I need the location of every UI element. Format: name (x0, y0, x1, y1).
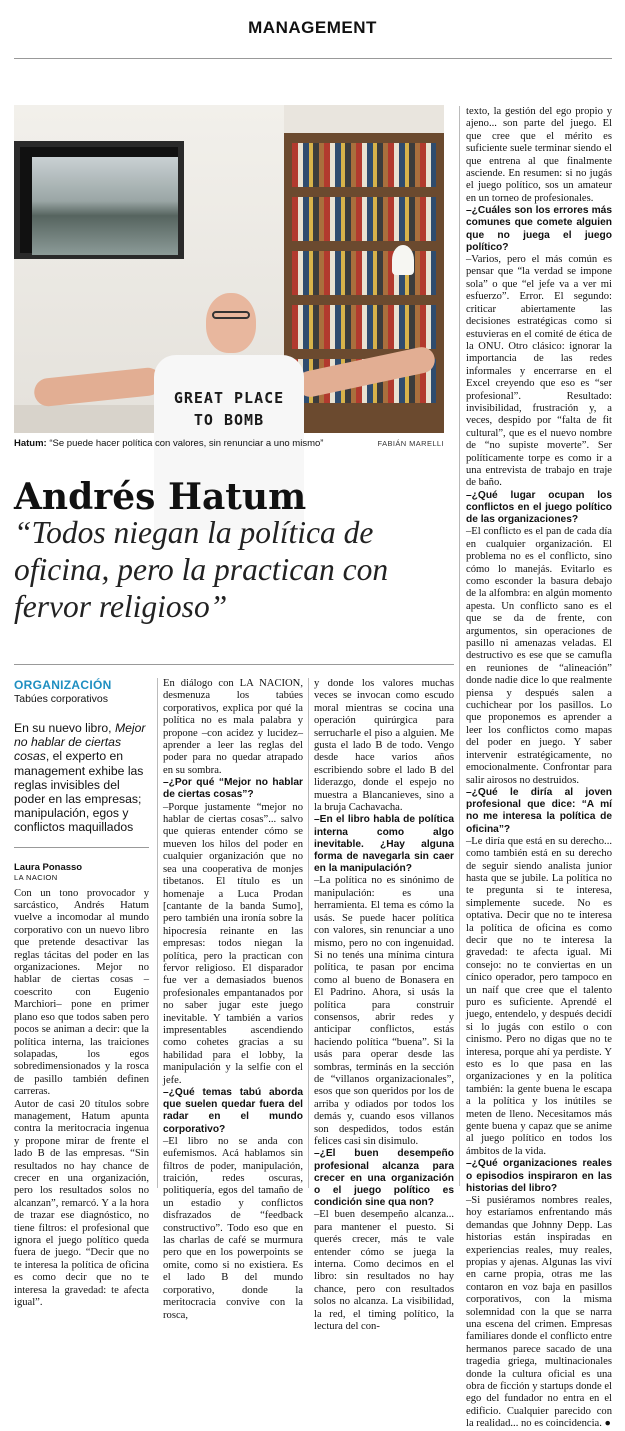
article-photo (14, 105, 444, 433)
paragraph: –El buen desempeño alcanza... para mantener el puesto. Si querés crecer, más te vale entender cómo se juega la interna. Como decimos en el libro: sin resultados no hay chance, pero con resultados solos no alcanza. La visibilidad, la red, el timing político, la lectura del con- (314, 1209, 454, 1333)
paragraph: y donde los valores muchas veces se invocan como escudo moral mientras se cocina una operación quirúrgica para serrucharle el piso a alguien. Me gusta el lado B de todo. Vengo desde hace varios años escribiendo sobre el lado B del liderazgo, donde el espejo no muestra a Blancanieves, sino a la bruja Cachavacha. (314, 678, 454, 814)
body-column-1 (14, 888, 149, 1310)
photo-credit: FABIÁN MARELLI (377, 439, 444, 448)
column-rule (308, 678, 309, 1188)
interview-question: –En el libro habla de política interna como algo inevitable. ¿Hay alguna forma de navegarla sin caer en la manipulación? (314, 814, 454, 875)
interviewee-name: Andrés Hatum (14, 476, 307, 518)
shirt-slogan: GREAT PLACE TO BOMB (173, 389, 285, 429)
interview-question: –¿Por qué “Mejor no hablar de ciertas cosas”? (163, 777, 303, 801)
paragraph: –Porque justamente “mejor no hablar de ciertas cosas”... salvo que quieras entender cómo se mueven los hilos del poder en cualquier organización que no sea una cooperativa de monjes tibetanos. El título es un homenaje a Luca Prodan [cantante de la banda Sumo], pero también una ironía sobre la hipocresía reinante en las empresas: todos niegan la política, pero la practican con fervor religioso. El disparador fue ver a demasiados buenos profesionales empantanados por no saber jugar este juego inevitable. Y también a varios impresentables ascendiendo como cohetes gracias a su habilidad para el lobby, la manipulación y la selfie con el jefe. (163, 801, 303, 1086)
column-rule (157, 678, 158, 1188)
interview-question: –¿Qué organizaciones reales o episodios inspiraron en las historias del libro? (466, 1158, 612, 1194)
person-head (206, 293, 256, 353)
article-lead: En su nuevo libro, Mejor no hablar de ciertas cosas, el experto en management exhibe las reglas invisibles del poder en las empresas; manipulación, egos y conflictos maquillados (14, 721, 146, 835)
paragraph: –Si pusiéramos nombres reales, hoy estaríamos enfrentando más demandas que Johnny Depp. Las historias están inspiradas en experiencias reales, muy reales, propias y ajenas. Algunas las viví en carne propia, otras me las contaron en voz baja en pasillos corporativos, con la misma solemnidad con la que se narra una escena del crimen. Empresas familiares donde el conflicto entre hermanos parece sacado de una tragedia griega, multinacionales donde la cultura oficial es una obra de ficción y startups donde el ego del fundador no entra en el edificio. Cualquier parecido con la realidad... no es coincidencia. ● (466, 1194, 612, 1430)
paragraph: –El conflicto es el pan de cada día en cualquier organización. El problema no es el conflicto, sino cómo lo manejás. Evitarlo es como esconder la basura debajo de la alfombra: en algún momento apesta. Un conflicto sano es el que se da de frente, con argumentos, sin operaciones de pasillo ni amenazas veladas. El destructivo es ese que se camufla en reuniones de “alineación” donde nadie dice lo que realmente piensa y después salen a cuchichear por los pasillos. Lo que proponemos es aprender a leer los conflictos como mapas del poder en juego. Y saber intervenir estratégicamente, no emocionalmente. Confrontar para salir airosos no destruidos. (466, 526, 612, 786)
interview-question: –¿Qué le diría al joven profesional que dice: “A mí no me interesa la política de oficina”? (466, 786, 612, 835)
framed-picture (14, 141, 184, 259)
paragraph: Con un tono provocador y sarcástico, Andrés Hatum vuelve a incomodar al mundo corporativo con un nuevo libro que pretende desactivar las reglas tácitas del poder en las organizaciones. Mejor no hablar de ciertas cosas –coescrito con Eugenio Marchiori– pone en primer plano eso que todos saben pero pocos se animan a decir: que la política interna, las traiciones solapadas, los egos sobredimensionados y la rosca de pasillo también definen carreras. (14, 887, 149, 1098)
paragraph: Autor de casi 20 títulos sobre management, Hatum apunta contra la meritocracia ingenua y propone mirar de frente el lado B de las empresas. “Sin resultados no hay chance de crecer en una organización, pero los resultados solos no alcanzan”, remarcó. Y a la hora de trazar ese diagnóstico, no tiene filtros: el profesional que ignora el juego político queda fuera de juego. “Decir que no te interesa la política de oficina es como decir que no te interesa la gravedad: te afecta igual”. (14, 1098, 149, 1309)
caption-name: Hatum: (14, 438, 47, 449)
interview-question: –¿El buen desempeño profesional alcanza para crecer en una organización o el juego político es condición sine qua non? (314, 1148, 454, 1209)
paragraph: –La política no es sinónimo de manipulación: es una herramienta. El tema es cómo la usás. Se puede hacer política con valores, sin renunciar a uno mismo, pero no con ingenuidad. Si no tenés una mínima cintura política, te pasan por encima como al bueno de Bonasera en El Padrino. Ahora, si usás la política para construir consensos, abrir redes y anticipar conflictos, estás haciendo política “buena”. Si la usás para operar desde las sombras, terminás en la sección de “villanos organizacionales”, esos que son queridos por los de arriba y odiados por todos los demás y, cuando esos villanos son despedidos, todos están felices casi sin disimulo. (314, 875, 454, 1148)
body-column-4 (466, 106, 612, 1431)
byline: Laura Ponasso (14, 861, 83, 873)
caption-text: “Se puede hacer política con valores, sin renunciar a uno mismo” (49, 438, 324, 449)
book-title: Mejor no hablar de ciertas cosas (14, 721, 146, 764)
paragraph: texto, la gestión del ego propio y ajeno... son parte del juego. El que cree que el mérito es suficiente suele terminar siendo el que entrena al que finalmente asciende. En resumen: si no jugás el juego político, sos un amateur en un torneo de profesionales. (466, 106, 612, 204)
body-column-2 (163, 678, 303, 1322)
sidebar (14, 678, 149, 1309)
interview-question: –¿Cuáles son los errores más comunes que comete alguien que no juega el juego político? (466, 205, 612, 253)
section-divider (14, 664, 454, 665)
header-rule (14, 58, 612, 59)
interview-question: –¿Qué temas tabú aborda que suelen quedar fuera del radar en el mundo corporativo? (163, 1087, 303, 1135)
paragraph: En diálogo con LA NACION, desmenuza los tabúes corporativos, explica por qué la política no es mala palabra y propone –con acidez y lucidez– aprender a leer las reglas del poder para no quedar atrapado en su sombra. (163, 678, 303, 776)
body-column-3 (314, 678, 454, 1334)
column-rule (459, 106, 460, 1186)
paragraph: –Le diría que está en su derecho... como también está en su derecho de seguir siendo analista junior hasta que se jubile. La política no te pregunta si te interesa, simplemente sucede. No es optativa. Decir que no te interesa la política de oficina es como decir que no te interesa la gravedad: te afecta igual. Mi consejo: no te conviertas en un cínico operador, pero tampoco en un naíf que cree que el talento puro es suficiente. Aprendé el juego, entendelo, y después decidí si lo jugás con estilo o con cinismo. Pero no digas que no te interesa, porque ahí ya perdiste. Y esto es lo que pasa en las organizaciones y en la política también: la gente buena le escapa a la política y los inútiles se meten de lleno. Necesitamos más gente buena y capaz que se anime al juego político en todos los ámbitos de la vida. (466, 835, 612, 1157)
interview-question: –¿Qué lugar ocupan los conflictos en el juego político de las organizaciones? (466, 489, 612, 526)
paragraph: –Varios, pero el más común es pensar que “la verdad se impone sola” o que “el jefe va a ver mi esfuerzo”. Error. El segundo: criticar abiertamente las decisiones estratégicas como si estuvieras en el comité de ética de la ONU. Otro clásico: ignorar la importancia de las redes informales y encerrarse en el Excel creyendo que eso es “ser profesional”. Resultado: invisibilidad, frustración y, a veces, despido por “falta de fit cultural”, que es el nuevo nombre de “no supiste moverte”. Ser políticamente torpe es como ir a una entrevista de trabajo en traje de baño. (466, 254, 612, 489)
subcategory-label: Tabúes corporativos (14, 693, 108, 705)
photo-caption (14, 438, 344, 449)
section-title: MANAGEMENT (248, 18, 377, 37)
category-label: ORGANIZACIÓN (14, 678, 112, 692)
paragraph: –El libro no se anda con eufemismos. Acá hablamos sin filtros de poder, manipulación, traición, redes oscuras, politiquería, egos del tamaño de un estadio y conflictos disfrazados de “feedback constructivo”. Todo eso que en las charlas de café se murmura pero que en los powerpoints se omite, como si no existiera. Es el lado B del mundo corporativo, donde la meritocracia convive con la rosca, (163, 1135, 303, 1321)
headline-quote: “Todos niegan la política de oficina, pero la practican con fervor religioso” (14, 515, 389, 624)
outlet-name: LA NACION (14, 872, 58, 882)
